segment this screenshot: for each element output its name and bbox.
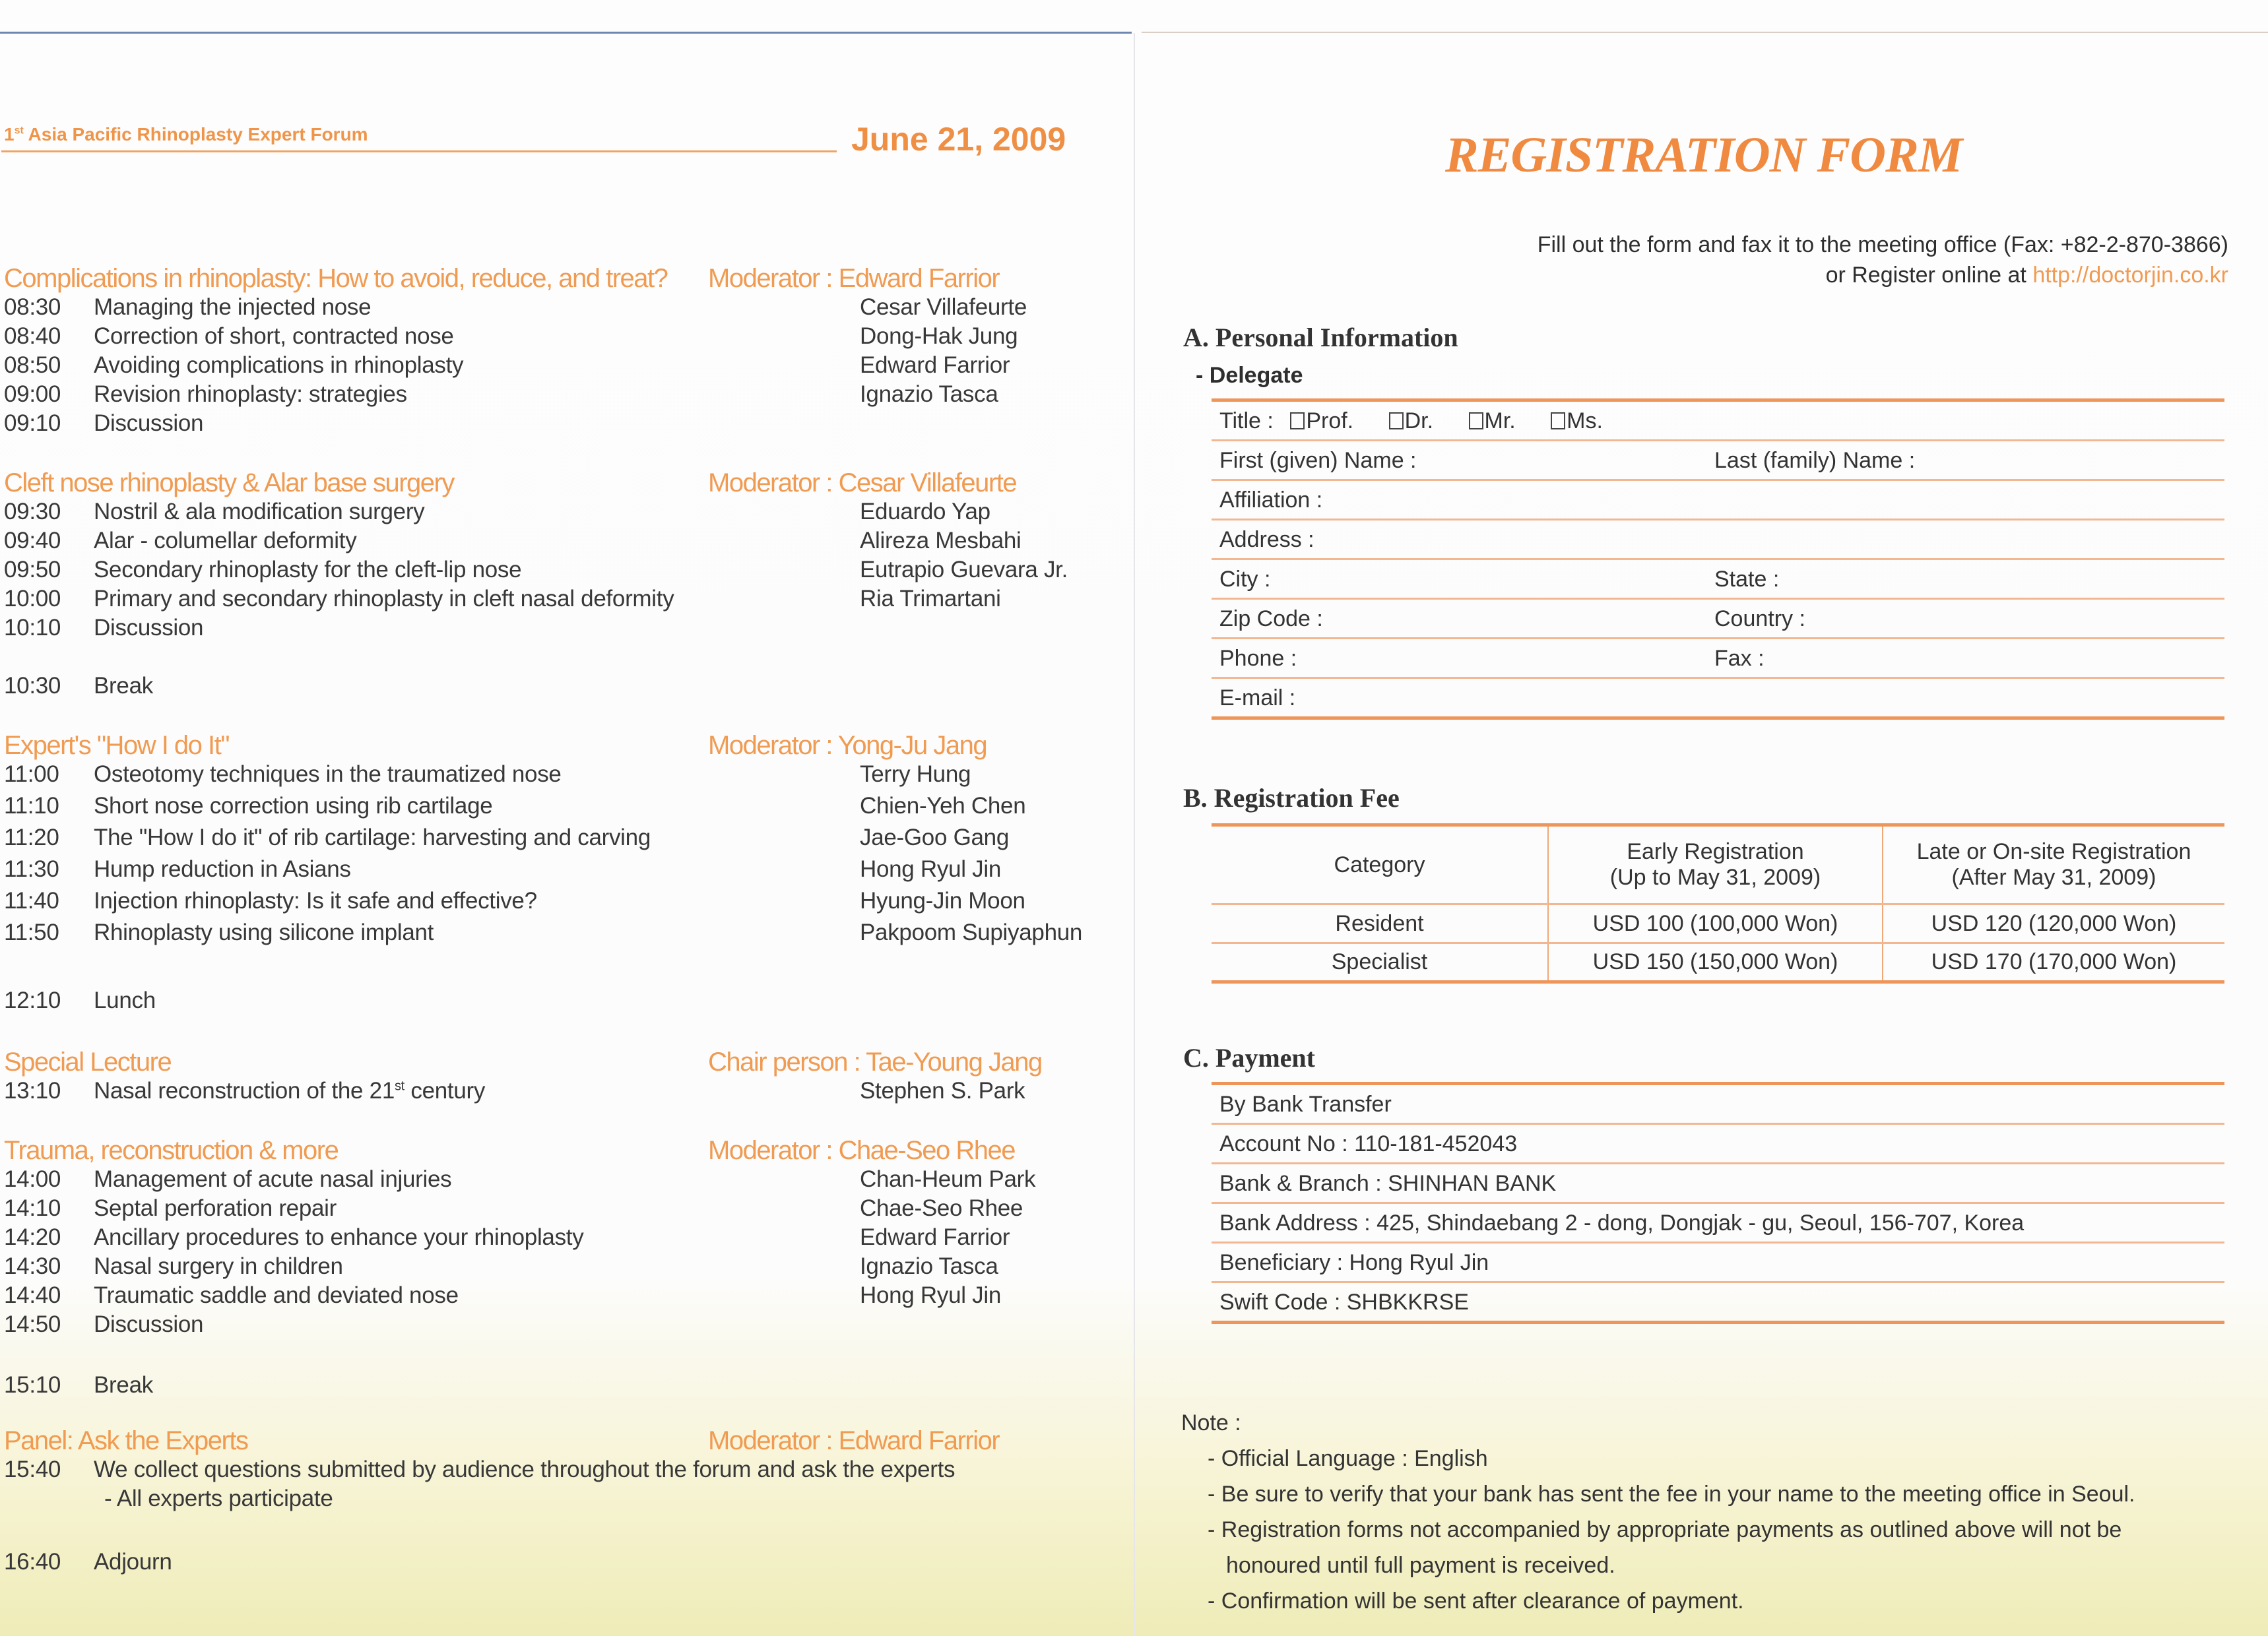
session-title: Trauma, reconstruction & more <box>4 1136 339 1165</box>
bank-branch: Bank & Branch : SHINHAN BANK <box>1219 1171 1557 1196</box>
registration-fee-heading: B. Registration Fee <box>1183 783 1400 813</box>
session-header <box>4 1136 1126 1166</box>
session-block <box>4 1136 1126 1340</box>
note-item-continued: honoured until full payment is received. <box>1226 1553 1615 1578</box>
schedule-row: 08:40 Correction of short, contracted nose Dong-Hak Jung <box>4 323 1018 349</box>
break-row: 10:30 Break <box>4 673 153 699</box>
schedule-row: - All experts participate <box>104 1486 333 1511</box>
session-block <box>4 1048 1126 1107</box>
break-row: 16:40 Adjourn <box>4 1549 172 1575</box>
registration-fee-table <box>1212 823 2224 984</box>
schedule-row: 14:20 Ancillary procedures to enhance your rhinoplasty Edward Farrior <box>4 1224 1010 1250</box>
schedule-row: 11:00 Osteotomy techniques in the traumatized nose Terry Hung <box>4 761 971 787</box>
fax-instructions: Fill out the form and fax it to the meeting office (Fax: +82-2-870-3866) <box>1537 232 2228 257</box>
session-moderator: Moderator : Edward Farrior <box>708 1426 1000 1455</box>
beneficiary: Beneficiary : Hong Ryul Jin <box>1219 1250 1489 1275</box>
session-moderator: Moderator : Cesar Villafeurte <box>708 468 1017 497</box>
phone-fax-field[interactable]: Phone : Fax : <box>1219 646 1765 671</box>
page-fold <box>1134 33 1135 1636</box>
title-field: Title : Prof. Dr. Mr. Ms. <box>1219 408 1603 433</box>
session-chair: Chair person : Tae-Young Jang <box>708 1048 1042 1077</box>
checkbox-icon[interactable] <box>1469 412 1483 429</box>
schedule-row: 08:30 Managing the injected nose Cesar Villafeurte <box>4 294 1027 320</box>
checkbox-icon[interactable] <box>1551 412 1565 429</box>
schedule-row: 14:50 Discussion <box>4 1311 204 1337</box>
schedule-row: 15:40 We collect questions submitted by audience throughout the forum and ask the experts <box>4 1457 956 1482</box>
schedule-row: 13:10 Nasal reconstruction of the 21st century Stephen S. Park <box>4 1078 1025 1104</box>
schedule-row: 11:20 The "How I do it" of rib cartilage: harvesting and carving Jae-Goo Gang <box>4 825 1009 850</box>
fee-table-row: Specialist USD 150 (150,000 Won) USD 170 (170,000 Won) <box>1212 943 2224 982</box>
affiliation-field[interactable]: Affiliation : <box>1219 488 1323 513</box>
note-item: - Registration forms not accompanied by appropriate payments as outlined above will not be <box>1208 1517 2122 1542</box>
event-date: June 21, 2009 <box>851 121 1066 158</box>
session-header <box>4 264 1126 294</box>
title-option-prof[interactable]: Prof. <box>1290 408 1353 434</box>
session-moderator: Moderator : Chae-Seo Rhee <box>708 1136 1015 1165</box>
notes-heading: Note : <box>1181 1410 1241 1435</box>
break-row: 12:10 Lunch <box>4 988 156 1013</box>
session-block <box>4 1426 1126 1515</box>
session-moderator: Moderator : Yong-Ju Jang <box>708 731 987 760</box>
personal-info-form <box>1212 398 2224 720</box>
session-block <box>4 731 1126 951</box>
break-row: 15:10 Break <box>4 1372 153 1398</box>
name-field[interactable]: First (given) Name : Last (family) Name : <box>1219 448 1916 473</box>
schedule-row: 09:10 Discussion <box>4 410 204 436</box>
title-option-mr[interactable]: Mr. <box>1469 408 1516 434</box>
schedule-row: 09:00 Revision rhinoplasty: strategies Ignazio Tasca <box>4 381 998 407</box>
payment-heading: C. Payment <box>1183 1043 1315 1073</box>
delegate-subheading: - Delegate <box>1196 363 1303 388</box>
schedule-row: 14:10 Septal perforation repair Chae-Seo Rhee <box>4 1195 1023 1221</box>
schedule-row: 09:30 Nostril & ala modification surgery Eduardo Yap <box>4 499 990 524</box>
registration-link[interactable]: http://doctorjin.co.kr <box>2032 263 2228 288</box>
session-title: Panel: Ask the Experts <box>4 1426 248 1455</box>
schedule-row: 10:00 Primary and secondary rhinoplasty in cleft nasal deformity Ria Trimartani <box>4 586 1001 612</box>
top-edge-line-right <box>1142 32 2268 33</box>
payment-details <box>1212 1082 2224 1324</box>
session-header <box>4 468 1126 499</box>
note-item: - Confirmation will be sent after clearance of payment. <box>1208 1589 1744 1614</box>
schedule-row: 10:10 Discussion <box>4 615 204 641</box>
session-header <box>4 1048 1126 1078</box>
title-option-ms[interactable]: Ms. <box>1551 408 1603 434</box>
session-block <box>4 468 1126 644</box>
checkbox-icon[interactable] <box>1389 412 1404 429</box>
payment-method: By Bank Transfer <box>1219 1092 1392 1117</box>
schedule-row: 14:00 Management of acute nasal injuries Chan-Heum Park <box>4 1166 1036 1192</box>
forum-title: 1st Asia Pacific Rhinoplasty Expert Forum <box>4 124 368 144</box>
email-field[interactable]: E-mail : <box>1219 685 1296 710</box>
title-option-dr[interactable]: Dr. <box>1389 408 1433 434</box>
session-block <box>4 264 1126 439</box>
schedule-row: 08:50 Avoiding complications in rhinoplasty Edward Farrior <box>4 352 1010 378</box>
session-title: Special Lecture <box>4 1048 172 1077</box>
address-field[interactable]: Address : <box>1219 527 1314 552</box>
bank-address: Bank Address : 425, Shindaebang 2 - dong, Dongjak - gu, Seoul, 156-707, Korea <box>1219 1211 2025 1236</box>
note-item: - Official Language : English <box>1208 1446 1488 1471</box>
session-header <box>4 731 1126 761</box>
schedule-row: 11:40 Injection rhinoplasty: Is it safe and effective? Hyung-Jin Moon <box>4 888 1025 914</box>
schedule-row: 09:50 Secondary rhinoplasty for the cleft-lip nose Eutrapio Guevara Jr. <box>4 557 1068 582</box>
schedule-row: 14:30 Nasal surgery in children Ignazio Tasca <box>4 1253 998 1279</box>
session-title: Expert's "How I do It" <box>4 731 229 760</box>
session-header <box>4 1426 1126 1457</box>
top-edge-line <box>0 32 1132 34</box>
schedule-row: 14:40 Traumatic saddle and deviated nose Hong Ryul Jin <box>4 1282 1001 1308</box>
checkbox-icon[interactable] <box>1290 412 1305 429</box>
session-title: Complications in rhinoplasty: How to avoid, reduce, and treat? <box>4 264 668 293</box>
registration-title: REGISTRATION FORM <box>1445 127 1962 183</box>
swift-code: Swift Code : SHBKKRSE <box>1219 1290 1469 1315</box>
fee-table-header: Category Early Registration (Up to May 31, 2009) Late or On-site Registration (After May 31, 2009) <box>1212 825 2224 904</box>
fee-table-row: Resident USD 100 (100,000 Won) USD 120 (120,000 Won) <box>1212 904 2224 943</box>
account-number: Account No : 110-181-452043 <box>1219 1131 1518 1156</box>
schedule-row: 11:10 Short nose correction using rib cartilage Chien-Yeh Chen <box>4 793 1026 819</box>
session-moderator: Moderator : Edward Farrior <box>708 264 1000 293</box>
notes-section <box>1181 1405 2135 1619</box>
schedule-row: 11:50 Rhinoplasty using silicone implant Pakpoom Supiyaphun <box>4 920 1083 945</box>
online-instructions: or Register online at http://doctorjin.co.kr <box>1825 263 2228 288</box>
session-title: Cleft nose rhinoplasty & Alar base surgery <box>4 468 454 497</box>
personal-info-heading: A. Personal Information <box>1183 323 1458 352</box>
schedule-row: 11:30 Hump reduction in Asians Hong Ryul Jin <box>4 856 1001 882</box>
forum-title-rule <box>1 150 837 152</box>
city-state-field[interactable]: City : State : <box>1219 567 1780 592</box>
zip-country-field[interactable]: Zip Code : Country : <box>1219 606 1805 631</box>
note-item: - Be sure to verify that your bank has sent the fee in your name to the meeting office in Seoul. <box>1208 1482 2135 1507</box>
schedule-row: 09:40 Alar - columellar deformity Alireza Mesbahi <box>4 528 1021 553</box>
